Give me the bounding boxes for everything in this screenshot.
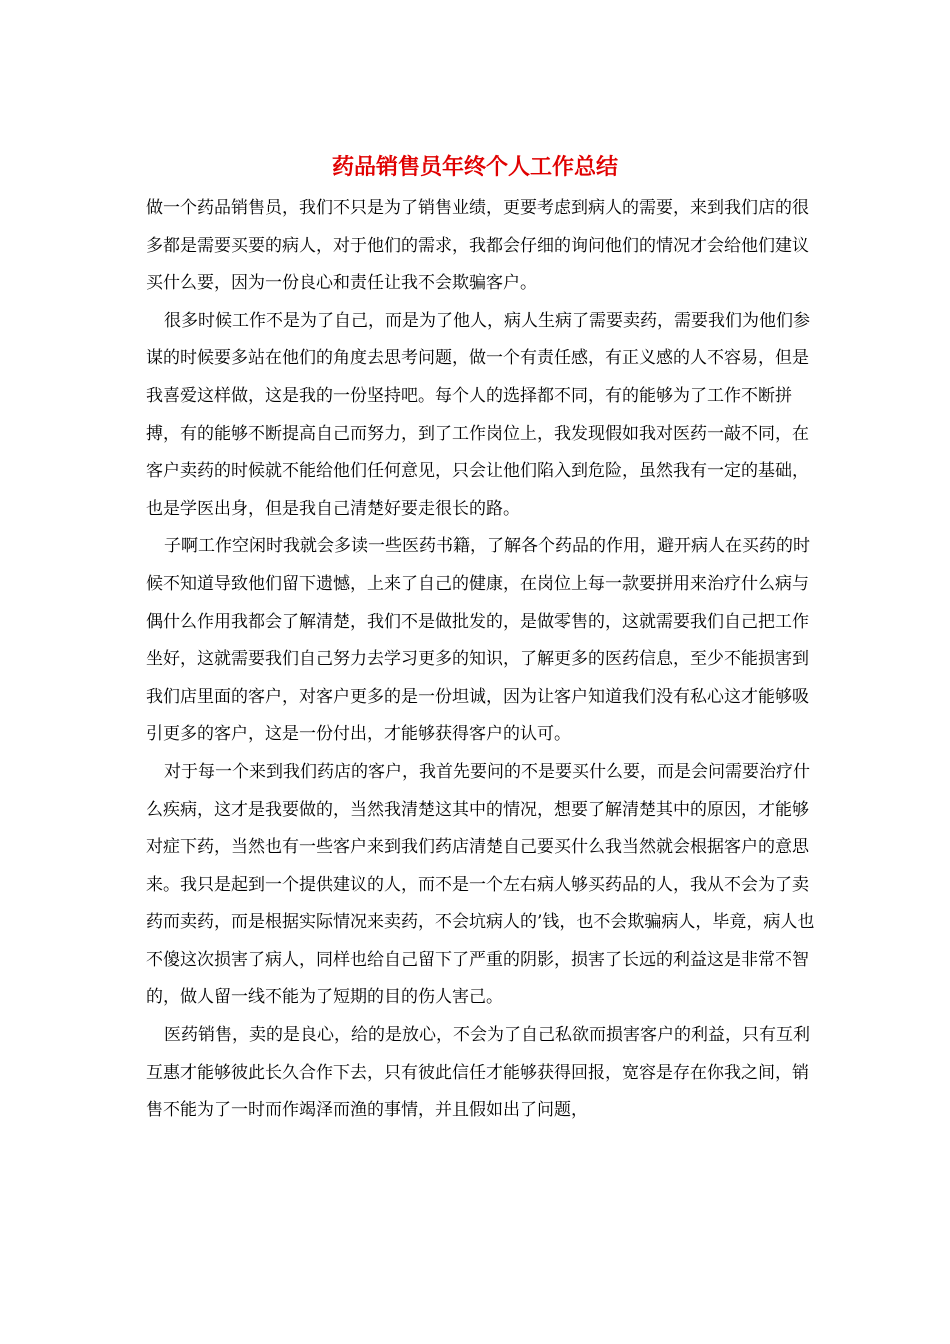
document-title: 药品销售员年终个人工作总结 bbox=[331, 154, 618, 180]
document-body bbox=[146, 190, 816, 1130]
paragraph-1: 做一个药品销售员，我们不只是为了销售业绩，更要考虑到病人的需要，来到我们店的很多都是需要买要的病人，对于他们的需求，我都会仔细的询问他们的情况才会给他们建议买什么要，因为一份良心和责任让我不会欺骗客户。 bbox=[146, 198, 809, 294]
paragraph-3: 子啊工作空闲时我就会多读一些医药书籍，了解各个药品的作用，避开病人在买药的时候不知道导致他们留下遗憾，上来了自己的健康，在岗位上每一款要拼用来治疗什么病与偶什么作用我都会了解清楚，我们不是做批发的，是做零售的，这就需要我们自己把工作坐好，这就需要我们自己努力去学习更多的知识，了解更多的医药信息，至少不能损害到我们店里面的客户，对客户更多的是一份坦诚，因为让客户知道我们没有私心这才能够吸引更多的客户，这是一份付出，才能够获得客户的认可。 bbox=[146, 536, 810, 745]
paragraph-5: 医药销售，卖的是良心，给的是放心，不会为了自己私欲而损害客户的利益，只有互利互惠才能够彼此长久合作下去，只有彼此信任才能够获得回报，宽容是存在你我之间，销售不能为了一时而作竭泽而渔的事情，并且假如出了问题， bbox=[146, 1025, 810, 1121]
paragraph-2: 很多时候工作不是为了自己，而是为了他人，病人生病了需要卖药，需要我们为他们参谋的时候要多站在他们的角度去思考问题，做一个有责任感，有正义感的人不容易，但是我喜爱这样做，这是我的一份坚持吧。每个人的选择都不同，有的能够为了工作不断拼搏，有的能够不断提高自己而努力，到了工作岗位上，我发现假如我对医药一敲不同，在客户卖药的时候就不能给他们任何意见，只会让他们陷入到危险，虽然我有一定的基础，也是学医出身，但是我自己清楚好要走很长的路。 bbox=[146, 310, 810, 519]
paragraph-4: 对于每一个来到我们药店的客户，我首先要问的不是要买什么要，而是会问需要治疗什么疾病，这才是我要做的，当然我清楚这其中的情况，想要了解清楚其中的原因，才能够对症下药，当然也有一些客户来到我们药店清楚自己要买什么我当然就会根据客户的意思来。我只是起到一个提供建议的人，而不是一个左右病人够买药品的人，我从不会为了卖药而卖药，而是根据实际情况来卖药，不会坑病人的’钱，也不会欺骗病人，毕竟，病人也不傻这次损害了病人，同样也给自己留下了严重的阴影，损害了长远的利益这是非常不智的，做人留一线不能为了短期的目的伤人害己。 bbox=[146, 761, 815, 1008]
